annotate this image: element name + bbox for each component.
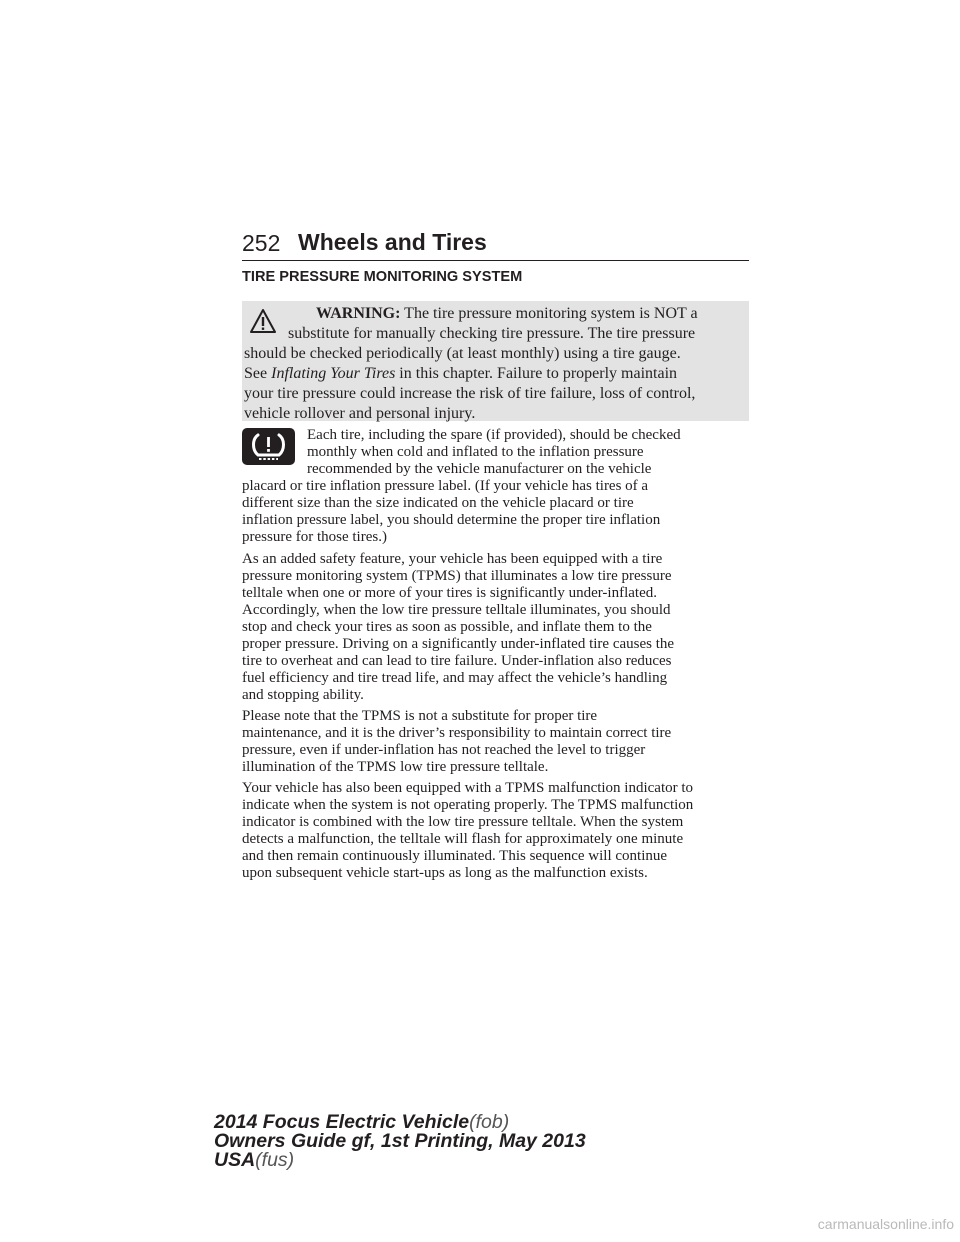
see-word: See bbox=[244, 365, 272, 382]
text-line: Your vehicle has also been equipped with a TPMS malfunction indicator to bbox=[242, 780, 694, 796]
text-line: pressure for those tires.) bbox=[242, 529, 387, 545]
text-line: pressure, even if under-inflation has not reached the level to trigger bbox=[242, 742, 646, 758]
page-footer bbox=[214, 1113, 586, 1170]
chapter-title: Wheels and Tires bbox=[298, 229, 487, 255]
warning-line-rest: in this chapter. Failure to properly maintain bbox=[395, 365, 678, 382]
text-line: stop and check your tires as soon as possible, and inflate them to the bbox=[242, 619, 652, 635]
warning-line: your tire pressure could increase the risk of tire failure, loss of control, bbox=[244, 385, 696, 402]
text-line: illumination of the TPMS low tire pressure telltale. bbox=[242, 759, 549, 775]
inflating-your-tires-reference: Inflating Your Tires bbox=[271, 365, 396, 382]
text-line: As an added safety feature, your vehicle has been equipped with a tire bbox=[242, 551, 663, 567]
footer-vehicle: 2014 Focus Electric Vehicle bbox=[214, 1111, 470, 1133]
text-line: indicate when the system is not operating properly. The TPMS malfunction bbox=[242, 797, 694, 813]
text-line: and stopping ability. bbox=[242, 687, 364, 703]
text-line: monthly when cold and inflated to the inflation pressure bbox=[307, 444, 644, 460]
text-line: placard or tire inflation pressure label. (If your vehicle has tires of a bbox=[242, 478, 649, 494]
page-number: 252 bbox=[242, 230, 281, 256]
warning-line-text: The tire pressure monitoring system is NOT a bbox=[404, 305, 698, 322]
text-line: Accordingly, when the low tire pressure telltale illuminates, you should bbox=[242, 602, 671, 618]
text-line: tire to overheat and can lead to tire failure. Under-inflation also reduces bbox=[242, 653, 672, 669]
warning-box bbox=[242, 301, 749, 421]
text-line: fuel efficiency and tire tread life, and may affect the vehicle’s handling bbox=[242, 670, 668, 686]
text-line: proper pressure. Driving on a significantly under-inflated tire causes the bbox=[242, 636, 675, 652]
section-heading: TIRE PRESSURE MONITORING SYSTEM bbox=[242, 269, 523, 285]
warning-line: substitute for manually checking tire pressure. The tire pressure bbox=[288, 325, 696, 342]
text-line: different size than the size indicated on the vehicle placard or tire bbox=[242, 495, 634, 511]
text-line: maintenance, and it is the driver’s responsibility to maintain correct tire bbox=[242, 725, 672, 741]
footer-market-code: (fus) bbox=[255, 1149, 295, 1171]
watermark: carmanualsonline.info bbox=[817, 1216, 954, 1232]
warning-line: should be checked periodically (at least monthly) using a tire gauge. bbox=[244, 345, 681, 362]
text-line: telltale when one or more of your tires is significantly under-inflated. bbox=[242, 585, 657, 601]
text-line: pressure monitoring system (TPMS) that illuminates a low tire pressure bbox=[242, 568, 672, 584]
footer-printing: Owners Guide gf, 1st Printing, May 2013 bbox=[214, 1130, 586, 1152]
text-line: indicator is combined with the low tire pressure telltale. When the system bbox=[242, 814, 684, 830]
text-line: inflation pressure label, you should determine the proper tire inflation bbox=[242, 512, 661, 528]
text-line: upon subsequent vehicle start-ups as long as the malfunction exists. bbox=[242, 865, 648, 881]
tire-pressure-icon bbox=[242, 428, 295, 465]
text-line: Please note that the TPMS is not a substitute for proper tire bbox=[242, 708, 598, 724]
text-line: detects a malfunction, the telltale will flash for approximately one minute bbox=[242, 831, 684, 847]
footer-line bbox=[214, 1151, 586, 1170]
text-line: and then remain continuously illuminated. This sequence will continue bbox=[242, 848, 668, 864]
text-line: recommended by the vehicle manufacturer on the vehicle bbox=[307, 461, 652, 477]
footer-market: USA bbox=[214, 1149, 256, 1171]
footer-vehicle-code: (fob) bbox=[469, 1111, 510, 1133]
text-line: Each tire, including the spare (if provided), should be checked bbox=[307, 427, 681, 443]
warning-label: WARNING: bbox=[316, 305, 401, 322]
page-header bbox=[242, 226, 749, 261]
low-tire-pressure-telltale-icon bbox=[242, 428, 295, 465]
warning-triangle-icon bbox=[249, 308, 277, 334]
warning-line: vehicle rollover and personal injury. bbox=[244, 405, 476, 422]
